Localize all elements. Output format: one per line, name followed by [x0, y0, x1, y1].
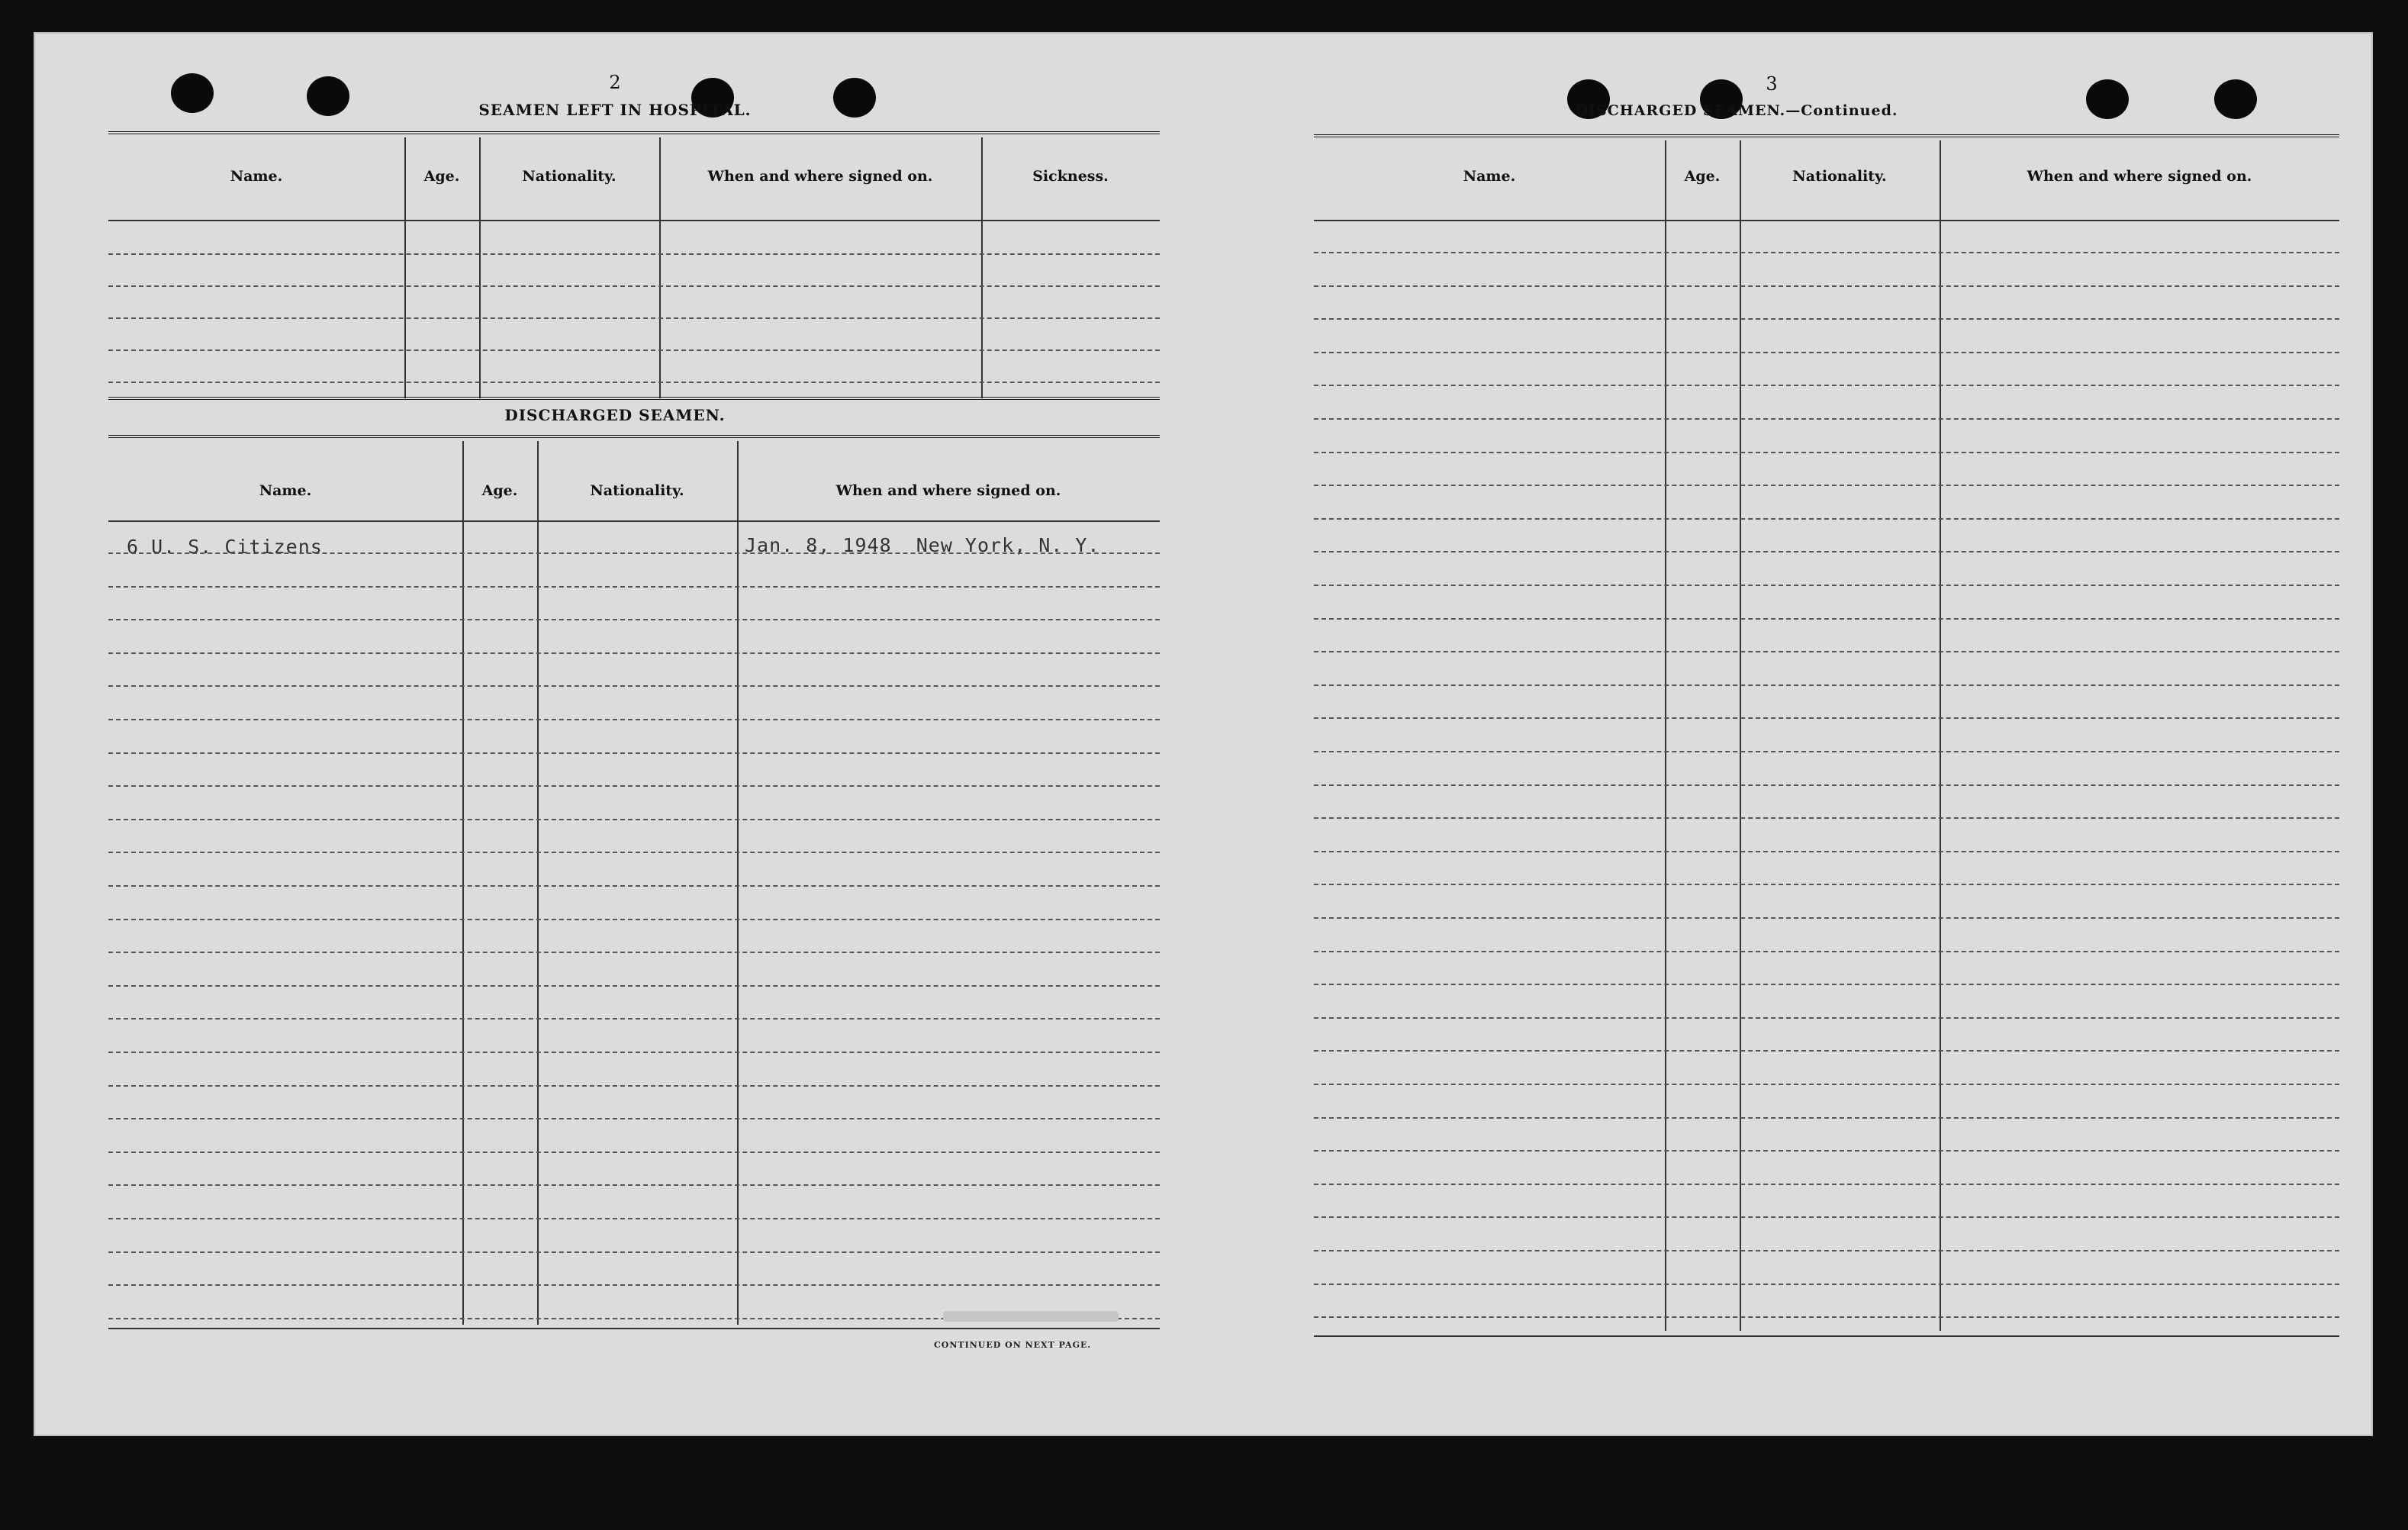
- writing-line: [1314, 485, 2339, 486]
- writing-line: [1314, 618, 2339, 620]
- writing-line: [108, 382, 1160, 383]
- writing-line: [1314, 851, 2339, 852]
- writing-line: [108, 1284, 1160, 1286]
- discharged-section-title: DISCHARGED SEAMEN.: [504, 406, 726, 424]
- continued-note: CONTINUED ON NEXT PAGE.: [934, 1340, 1092, 1350]
- writing-line: [108, 685, 1160, 687]
- writing-line: [108, 586, 1160, 588]
- column-header-signed-on: When and where signed on.: [835, 482, 1061, 499]
- writing-line: [108, 919, 1160, 920]
- double-rule: [108, 397, 1160, 400]
- discharged-continued-title-text: DISCHARGED SEAMEN.—Continued.: [1575, 102, 1898, 119]
- writing-line: [108, 1184, 1160, 1186]
- writing-line: [1314, 385, 2339, 386]
- writing-line: [108, 285, 1160, 287]
- header-rule: [1314, 220, 2339, 221]
- column-divider: [981, 137, 983, 398]
- column-divider: [479, 137, 481, 398]
- header-rule: [108, 220, 1160, 221]
- header-rule: [108, 520, 1160, 522]
- discharged-table: [108, 441, 1160, 1342]
- writing-line: [108, 819, 1160, 820]
- column-divider: [659, 137, 661, 398]
- entry-signed-on: Jan. 8, 1948 New York, N. Y.: [745, 534, 1100, 556]
- column-divider: [462, 441, 464, 1325]
- writing-line: [108, 253, 1160, 255]
- writing-line: [1314, 518, 2339, 520]
- writing-line: [1314, 252, 2339, 253]
- writing-line: [1314, 984, 2339, 985]
- double-rule: [1314, 134, 2339, 137]
- column-header-nationality: Nationality.: [590, 482, 684, 499]
- writing-line: [1314, 452, 2339, 453]
- page-number: 3: [1766, 73, 1778, 95]
- writing-line: [1314, 751, 2339, 752]
- writing-line: [108, 1152, 1160, 1153]
- table-bottom-rule: [1314, 1335, 2339, 1337]
- writing-line: [108, 1251, 1160, 1253]
- writing-line: [1314, 318, 2339, 320]
- writing-line: [1314, 1117, 2339, 1119]
- writing-line: [1314, 1316, 2339, 1318]
- writing-line: [1314, 585, 2339, 586]
- writing-line: [1314, 1216, 2339, 1218]
- column-header-name: Name.: [230, 168, 283, 185]
- writing-line: [108, 552, 1160, 554]
- writing-line: [1314, 1150, 2339, 1152]
- writing-line: [1314, 951, 2339, 952]
- writing-line: [1314, 717, 2339, 719]
- writing-line: [1314, 551, 2339, 552]
- column-header-nationality: Nationality.: [522, 168, 616, 185]
- document-sheet: [34, 32, 2373, 1436]
- column-header-sickness: Sickness.: [1032, 168, 1109, 185]
- table-bottom-rule: [108, 1328, 1160, 1329]
- writing-line: [108, 317, 1160, 319]
- hospital-section-title: SEAMEN LEFT IN HOSPITAL.: [478, 101, 752, 119]
- right-page: [1210, 34, 2371, 1435]
- writing-line: [108, 619, 1160, 620]
- writing-line: [1314, 651, 2339, 652]
- discharged-continued-table: [1314, 140, 2339, 1338]
- column-divider: [404, 137, 406, 398]
- column-divider: [737, 441, 739, 1325]
- writing-line: [108, 952, 1160, 953]
- column-header-age: Age.: [1684, 168, 1721, 185]
- writing-line: [108, 852, 1160, 853]
- writing-line: [108, 1218, 1160, 1219]
- writing-line: [108, 719, 1160, 720]
- column-header-signed-on: When and where signed on.: [707, 168, 933, 185]
- writing-line: [1314, 285, 2339, 287]
- writing-line: [1314, 884, 2339, 885]
- writing-line: [108, 1018, 1160, 1019]
- column-header-signed-on: When and where signed on.: [2027, 168, 2252, 185]
- double-rule: [108, 435, 1160, 438]
- page-number: 2: [609, 72, 621, 93]
- writing-line: [108, 985, 1160, 987]
- writing-line: [108, 652, 1160, 654]
- writing-line: [1314, 1250, 2339, 1251]
- column-header-age: Age.: [423, 168, 460, 185]
- entry-name: 6 U. S. Citizens: [127, 536, 323, 558]
- writing-line: [108, 885, 1160, 887]
- writing-line: [1314, 418, 2339, 420]
- writing-line: [108, 752, 1160, 754]
- left-page: [35, 34, 1180, 1435]
- writing-line: [108, 785, 1160, 787]
- writing-line: [108, 1052, 1160, 1053]
- discharged-continued-title: [1569, 102, 1904, 119]
- writing-line: [1314, 817, 2339, 819]
- column-header-name: Name.: [1463, 168, 1516, 185]
- column-header-name: Name.: [259, 482, 312, 499]
- writing-line: [1314, 784, 2339, 786]
- writing-line: [1314, 684, 2339, 686]
- writing-line: [1314, 1084, 2339, 1085]
- column-header-age: Age.: [481, 482, 518, 499]
- column-divider: [537, 441, 539, 1325]
- writing-line: [1314, 1017, 2339, 1019]
- writing-line: [108, 349, 1160, 351]
- writing-line: [108, 1085, 1160, 1087]
- column-header-nationality: Nationality.: [1792, 168, 1887, 185]
- writing-line: [1314, 1184, 2339, 1185]
- writing-line: [1314, 917, 2339, 919]
- writing-line: [108, 1118, 1160, 1119]
- writing-line: [1314, 1050, 2339, 1052]
- writing-line: [1314, 1284, 2339, 1285]
- double-rule: [108, 131, 1160, 134]
- writing-line: [1314, 352, 2339, 353]
- faint-stamp-mark: [943, 1311, 1119, 1322]
- hospital-table: [108, 137, 1160, 398]
